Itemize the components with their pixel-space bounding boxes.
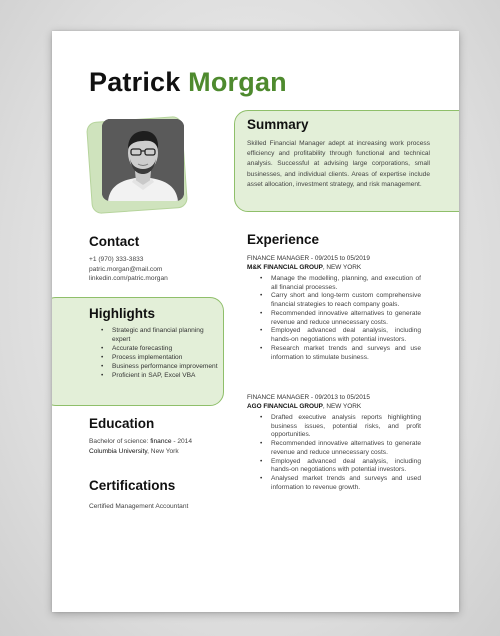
highlight-item: • Proficient in SAP, Excel VBA [100, 372, 218, 381]
job-duty: • Carry short and long-term custom comprehensive financial strategies to reach company goals. [259, 292, 421, 309]
certifications-heading: Certifications [89, 478, 176, 493]
candidate-name [89, 67, 287, 98]
job-duty: • Research market trends and surveys and use information to stimulate business. [259, 345, 421, 362]
portrait-image [102, 119, 184, 201]
job-company: M&K FINANCIAL GROUP, NEW YORK [247, 264, 362, 271]
last-name: Morgan [188, 67, 287, 97]
linkedin-url: linkedin.com/patric.morgan [89, 275, 168, 283]
job-duty: • Drafted executive analysis reports highlighting business issues, potential risks, and profit opportunities. [259, 414, 421, 440]
degree-field: finance [150, 438, 172, 445]
school-line [89, 447, 192, 457]
school-location: , New York [147, 447, 179, 455]
experience-heading: Experience [247, 232, 320, 247]
highlights-list [100, 327, 218, 380]
degree-year: - 2014 [171, 438, 193, 445]
job-duty: • Recommended innovative alternatives to generate revenue and reduce unnecessary costs. [259, 440, 421, 457]
job-company: AGO FINANCIAL GROUP, NEW YORK [247, 403, 362, 410]
education-heading: Education [89, 416, 155, 431]
education-details [89, 437, 192, 456]
highlights-heading: Highlights [89, 306, 155, 321]
first-name: Patrick [89, 67, 181, 97]
email-address: patric.morgan@mail.com [89, 265, 163, 273]
highlight-item: • Strategic and financial planning expert [100, 327, 218, 345]
job-duty: • Employed advanced deal analysis, including hands-on negotiations with potential investors. [259, 458, 421, 475]
job-role: FINANCE MANAGER - 09/2013 to 05/2015 [247, 394, 370, 401]
degree-line: Bachelor of science: finance - 2014 [89, 438, 193, 445]
job-duty: • Manage the modelling, planning, and execution of all financial processes. [259, 275, 421, 292]
job-duty: • Analysed market trends and surveys and used information to revenue growth. [259, 475, 421, 492]
contact-heading: Contact [89, 234, 140, 249]
profile-photo-frame [89, 114, 189, 210]
job-duties-list [259, 414, 421, 493]
job-role: FINANCE MANAGER - 09/2015 to 05/2019 [247, 255, 370, 262]
resume-page [52, 31, 459, 612]
highlight-item: • Accurate forecasting [100, 345, 218, 354]
highlight-item: • Business performance improvement [100, 363, 218, 372]
contact-details [89, 255, 168, 284]
profile-photo [102, 119, 184, 201]
job-duty: • Recommended innovative alternatives to generate revenue and reduce unnecessary costs. [259, 310, 421, 327]
job-duties-list [259, 275, 421, 362]
job-duty: • Employed advanced deal analysis, including hands-on negotiations with potential investors. [259, 327, 421, 344]
school-name: Columbia University [89, 447, 148, 455]
phone-number: +1 (970) 333-3833 [89, 256, 144, 263]
summary-heading: Summary [247, 117, 309, 132]
highlight-item: • Process implementation [100, 354, 218, 363]
summary-text: Skilled Financial Manager adept at increasing work process efficiency and profitability through functional and technical analysis. Successful at advising large corporations, small businesses, and individual clients. Areas of expertise include asset allocation, investment strategy, and risk management. [247, 140, 430, 188]
certification-item: Certified Management Accountant [89, 503, 189, 510]
